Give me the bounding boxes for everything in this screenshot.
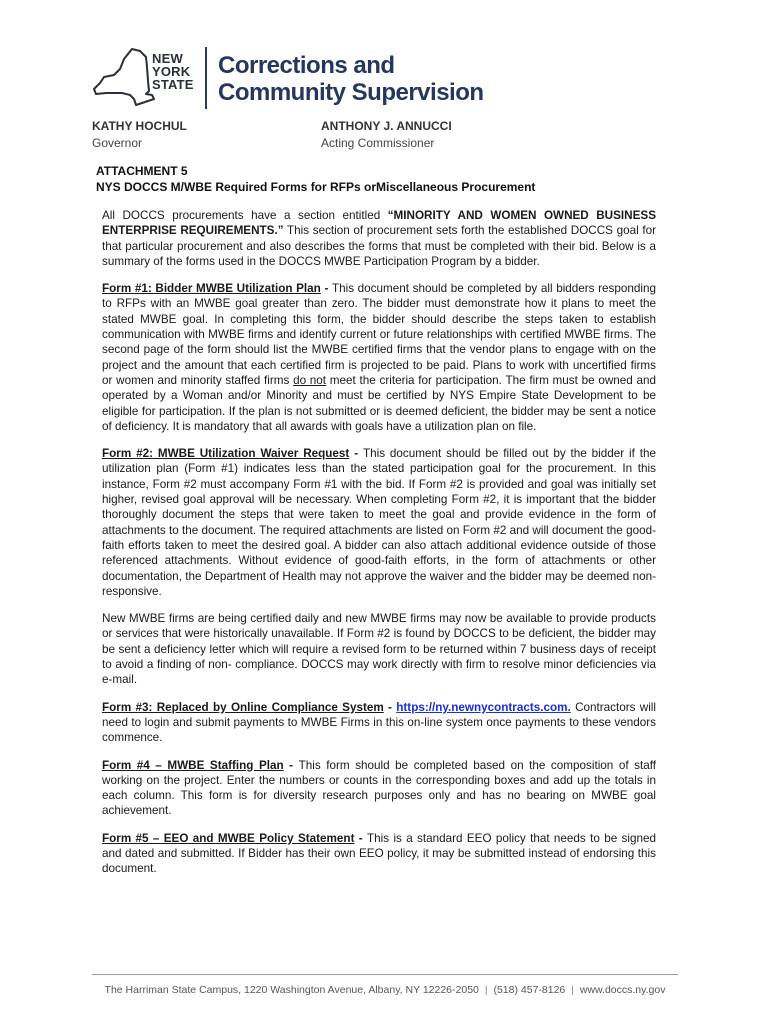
new-mwbe-paragraph [102,611,656,687]
form1-do-not: do not [293,373,327,387]
document-body [102,208,656,889]
form3-title: Form #3: Replaced by Online Compliance System [102,700,384,714]
form5-paragraph [102,831,656,877]
form1-text: This document should be completed by all bidders responding to RFPs with an MWBE goal greater than zero. The bidder must demonstrate how it plans to meet the stated MWBE goal. In completing this form, the bidder should describe the steps taken to establish communication with MWBE firms and identify current or future relationships with certified MWBE firms. The second page of the form should list the MWBE certified firms that the vendor plans to engage with on the project and the amount that each certified firm is projected to be paid. Plans to work with uncertified firms or women and minority staffed firms [102,282,656,387]
form4-paragraph [102,758,656,819]
commissioner-block [321,118,452,152]
commissioner-name: ANTHONY J. ANNUCCI [321,119,452,133]
form1-text-continued: meet the criteria for participation. The firm must be owned and operated by a Woman and/or Minority and must be certified by NYS Empire State Development to be eligible for participation. If the plan is not submitted or is deemed deficient, the bidder may be sent a notice of deficiency. It is mandatory that all awards with goals have a utilization plan on file. [102,373,657,433]
form2-paragraph [102,446,656,599]
form1-title: Form #1: Bidder MWBE Utilization Plan [102,282,321,296]
footer-phone: (518) 457-8126 [493,984,566,996]
intro-section-name: “MINORITY AND WOMEN OWNED BUSINESS ENTERPRISE REQUIREMENTS.” [102,209,656,238]
form5-dash: - [354,831,368,845]
agency-name [218,52,484,106]
footer-website[interactable]: www.doccs.ny.gov [579,984,666,996]
footer-separator: | [571,984,574,996]
intro-paragraph [102,208,656,269]
form5-text: This is a standard EEO policy that needs to be signed and dated and submitted. If Bidder has their own EEO policy, it may be submitted instead of endorsing this document. [102,831,656,876]
intro-text-continued: This section of procurement sets forth the established DOCCS goal for that particular procurement and also describes the forms that must be completed with their bid. Below is a summary of the forms used in the DOCCS MWBE Participation Program by a bidder. [102,224,656,268]
attachment-heading [96,163,535,195]
form5-title: Form #5 – EEO and MWBE Policy Statement [102,831,355,845]
logo-divider [205,47,207,109]
new-mwbe-text: New MWBE firms are being certified daily and new MWBE firms may now be available to provide products or services that were historically unavailable. If Form #2 is found by DOCCS to be deficient, the bidder may be sent a deficiency letter which will require a revised form to be returned within 7 business days of receipt to avoid a finding of non- compliance. DOCCS may work directly with firm to resolve minor deficiencies via e-mail. [102,612,656,687]
governor-name: KATHY HOCHUL [92,119,187,133]
logo-state-line: NEW [152,51,183,66]
form1-dash: - [320,282,332,296]
form4-dash: - [283,758,299,772]
logo-state-line: YORK [152,64,191,79]
form3-text: Contractors will need to login and submit payments to MWBE Firms in this on-line system once payments to these vendors commence. [102,700,657,745]
new-york-state-map-icon [92,47,156,111]
form4-text: This form should be completed based on the composition of staff working on the project. Enter the numbers or counts in the corresponding boxes and add up the totals in each column. This form is for diversity research purposes only and has no bearing on MWBE goal achievement. [102,758,657,818]
agency-name-line: Community Supervision [218,79,484,106]
governor-title: Governor [92,136,143,150]
governor-block [92,118,187,152]
footer-divider [92,974,678,975]
footer-address: The Harriman State Campus, 1220 Washington Avenue, Albany, NY 12226-2050 [104,984,479,996]
attachment-title: NYS DOCCS M/WBE Required Forms for RFPs orMiscellaneous Procurement [96,180,536,194]
form3-dash: - [383,700,397,714]
logo-state-text [152,52,194,91]
footer-separator: | [484,984,488,996]
form2-title: Form #2: MWBE Utilization Waiver Request [102,447,350,461]
form4-title: Form #4 – MWBE Staffing Plan [102,758,284,772]
newnycontracts-link[interactable]: https://ny.newnycontracts.com. [396,700,571,714]
commissioner-title: Acting Commissioner [321,136,435,150]
form1-paragraph [102,281,656,434]
form2-dash: - [349,447,363,461]
logo-state-line: STATE [152,77,194,92]
agency-name-line: Corrections and [218,52,395,79]
form2-text: This document should be filled out by the bidder if the utilization plan (Form #1) indicates less than the stated participation goal for the procurement. In this instance, Form #2 must accompany Form #1 with the bid. If Form #2 is provided and goal was initially set higher, revised goal approval will be necessary. When completing Form #2, it is important that the bidder thoroughly document the steps that were taken to meet the goal and provide evidence in the form of attachments to the document. The required attachments are listed on Form #2 and will document the good-faith efforts taken to meet the desired goal. A bidder can also attach additional evidence outside of those referenced attachments. Without evidence of good-faith efforts, in the form of attachments or other documentation, the Department of Health may not approve the waiver and the bidder may be deemed non-responsive. [102,447,656,598]
intro-text: All DOCCS procurements have a section entitled [102,209,388,222]
footer [92,984,678,996]
attachment-number: ATTACHMENT 5 [96,164,188,178]
form3-paragraph [102,700,656,746]
